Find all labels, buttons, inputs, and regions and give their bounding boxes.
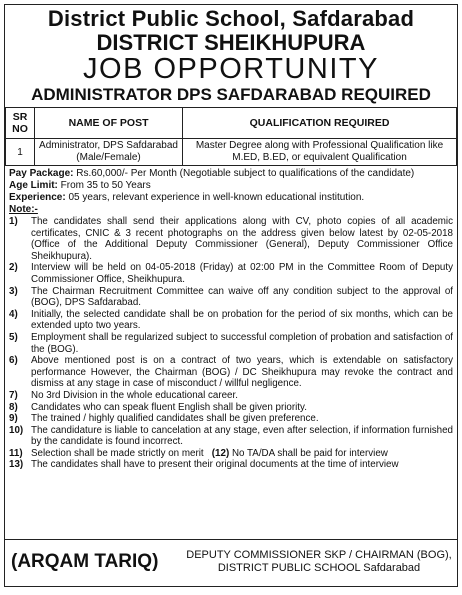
note-text: The trained / highly qualified candidates shall be given preference. bbox=[31, 413, 319, 425]
list-item bbox=[9, 425, 453, 448]
note-number: 10) bbox=[9, 424, 24, 436]
note-number: 8) bbox=[9, 401, 18, 413]
note-number: 4) bbox=[9, 308, 18, 320]
post-cell: Administrator, DPS Safdarabad (Male/Female) bbox=[35, 139, 183, 166]
position-heading: ADMINISTRATOR DPS SAFDARABAD REQUIRED bbox=[31, 85, 431, 104]
note-text-combined bbox=[31, 448, 453, 460]
post-name-header: NAME OF POST bbox=[35, 108, 183, 139]
pay-label: Pay Package: bbox=[9, 168, 74, 179]
list-item bbox=[9, 413, 453, 425]
note-number: 2) bbox=[9, 262, 18, 274]
note-text-inline: No TA/DA shall be paid for interview bbox=[231, 447, 388, 459]
note-number: 11) bbox=[9, 447, 23, 459]
sr-cell: 1 bbox=[6, 139, 35, 166]
list-item bbox=[9, 402, 453, 414]
experience-value: 05 years, relevant experience in well-known educational institution. bbox=[68, 192, 365, 203]
school-name: District Public School, Safdarabad bbox=[47, 6, 415, 31]
list-item bbox=[9, 390, 453, 402]
experience bbox=[9, 192, 453, 204]
note-text: Candidates who can speak fluent English shall be given priority. bbox=[31, 401, 307, 413]
district-name: DISTRICT SHEIKHUPURA bbox=[96, 30, 366, 55]
sr-no-header: SR NO bbox=[6, 108, 35, 139]
note-title: Note:- bbox=[9, 204, 38, 215]
list-item bbox=[9, 262, 453, 285]
signatory-name: (ARQAM TARIQ) bbox=[11, 551, 159, 572]
note-number: 9) bbox=[9, 413, 18, 425]
note-number: 7) bbox=[9, 389, 18, 401]
note-number: 5) bbox=[9, 331, 18, 343]
qualification-header: QUALIFICATION REQUIRED bbox=[183, 108, 457, 139]
note-text: The Chairman Recruitment Committee can waive off any condition subject to the approval of (BOG), DPS Safdarabad. bbox=[31, 285, 453, 309]
age-label: Age Limit: bbox=[9, 180, 58, 191]
age-limit bbox=[9, 180, 453, 192]
signatory-title bbox=[181, 549, 457, 575]
list-item bbox=[9, 309, 453, 332]
note-text: Initially, the selected candidate shall be on probation for the period of six months, which can be extended upto two years. bbox=[31, 308, 453, 332]
list-item bbox=[9, 216, 453, 262]
note-number-inline: (12) bbox=[211, 447, 230, 459]
note-number: 1) bbox=[9, 216, 18, 227]
list-item bbox=[9, 286, 453, 309]
note-number: 13) bbox=[9, 459, 24, 471]
signatory-title-line1: DEPUTY COMMISSIONER SKP / CHAIRMAN (BOG), bbox=[186, 549, 452, 561]
advertisement bbox=[4, 4, 458, 587]
note-text: Above mentioned post is on a contract of two years, which is extendable on satisfactory performance However, the Chairman (BOG) / DC Sheikhupura may revoke the contract and dismiss at any stage in case of misconduct / willful negligence. bbox=[31, 355, 453, 390]
signature-block bbox=[5, 539, 457, 584]
list-item bbox=[9, 332, 453, 355]
list-item bbox=[9, 459, 453, 471]
note-text: No 3rd Division in the whole educational career. bbox=[31, 389, 238, 401]
table-row bbox=[6, 139, 457, 166]
note-text: Interview will be held on 04-05-2018 (Friday) at 02:00 PM in the Committee Room of Deputy Commissioner Office, Sheikhupura. bbox=[31, 262, 453, 285]
note-text: Employment shall be regularized subject to successful completion of probation and satisfaction of the (BOG). bbox=[31, 331, 453, 355]
posts-table bbox=[5, 107, 457, 166]
note-text: The candidates shall have to present their original documents at the time of interview bbox=[31, 459, 399, 471]
pay-value: Rs.60,000/- Per Month (Negotiable subject to qualifications of the candidate) bbox=[76, 168, 415, 179]
notes-list bbox=[5, 216, 457, 471]
job-banner: JOB OPPORTUNITY bbox=[83, 53, 379, 85]
table-header-row bbox=[6, 108, 457, 139]
age-value: From 35 to 50 Years bbox=[60, 180, 151, 191]
note-number: 3) bbox=[9, 285, 18, 297]
signatory-title-line2: DISTRICT PUBLIC SCHOOL Safdarabad bbox=[217, 562, 421, 574]
pay-package bbox=[9, 168, 453, 180]
note-text: The candidature is liable to cancelation at any stage, even after selection, if information furnished by the candidate is found incorrect. bbox=[31, 424, 453, 448]
experience-label: Experience: bbox=[9, 192, 66, 203]
list-item bbox=[9, 448, 453, 460]
job-info bbox=[5, 166, 457, 204]
list-item bbox=[9, 355, 453, 390]
note-text: The candidates shall send their applications along with CV, photo copies of all academic certificates, CNIC & 3 recent photographs on the address given below latest by 02-05-2018 (Office of the Additional Deputy Commissioner (General), Deputy Commissioner Office Sheikhupura). bbox=[31, 216, 453, 262]
qualification-cell: Master Degree along with Professional Qualification like M.ED, B.ED, or equivalent Qualification bbox=[183, 139, 457, 166]
note-number: 6) bbox=[9, 355, 18, 367]
note-text: Selection shall be made strictly on merit bbox=[31, 447, 204, 459]
